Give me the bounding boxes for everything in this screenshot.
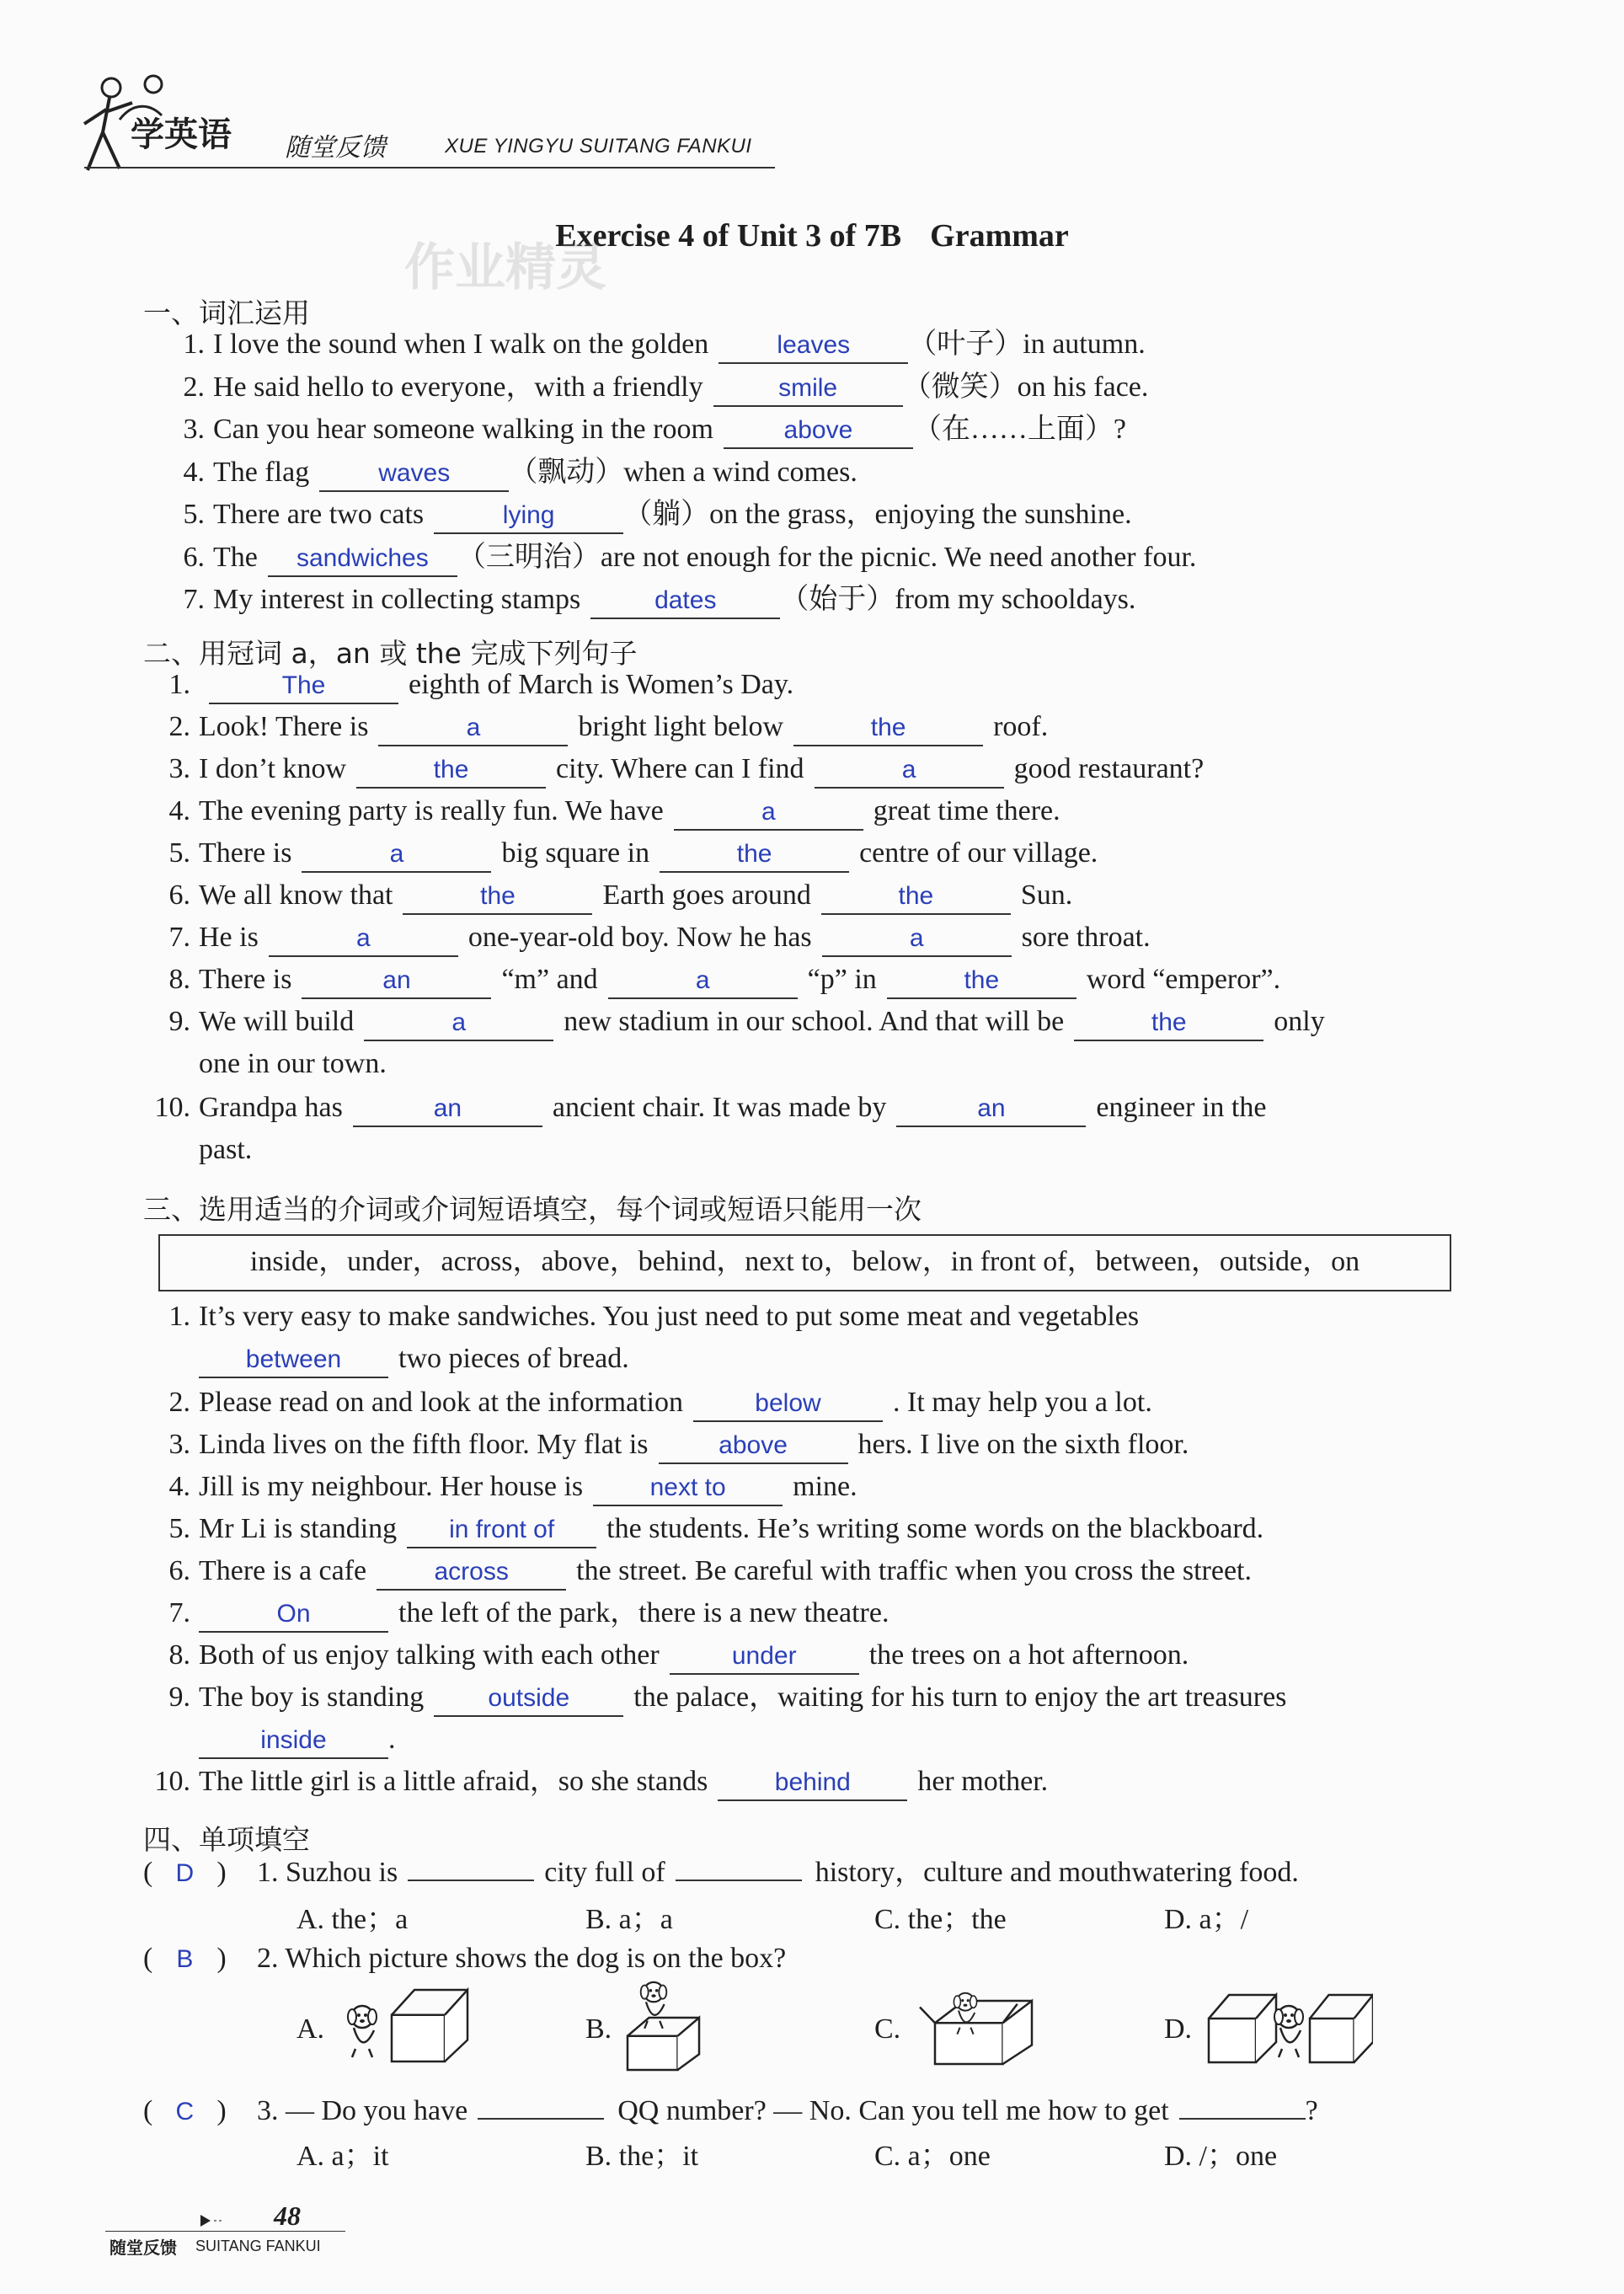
mc-question bbox=[257, 1938, 786, 1980]
item-text: word “emperor”. bbox=[1086, 964, 1281, 995]
option: C. the；the bbox=[874, 1904, 1007, 1935]
item-text: good restaurant? bbox=[1013, 753, 1205, 784]
box-icon bbox=[1209, 1995, 1276, 2062]
item-text: sore throat. bbox=[1021, 922, 1151, 953]
article-item-continued bbox=[199, 1129, 252, 1171]
item-text: Grandpa has bbox=[199, 1092, 343, 1123]
item-text: history，culture and mouthwatering food. bbox=[815, 1857, 1299, 1888]
vocab-item bbox=[156, 452, 857, 494]
item-number: 3. bbox=[168, 1429, 190, 1460]
item-number: 6. bbox=[183, 541, 205, 573]
dog-icon bbox=[348, 2006, 377, 2057]
item-text: I don’t know bbox=[199, 753, 347, 784]
article-item bbox=[142, 706, 1048, 748]
article-item bbox=[142, 874, 1072, 917]
item-text-after: the trees on a hot afternoon. bbox=[868, 1639, 1189, 1671]
item-text: “m” and bbox=[501, 964, 598, 995]
item-text: ? bbox=[1305, 2095, 1318, 2126]
article-answer: a bbox=[815, 753, 1004, 789]
item-text: one-year-old boy. Now he has bbox=[467, 922, 812, 953]
preposition-answer: below bbox=[693, 1387, 883, 1422]
article-item bbox=[142, 1087, 1266, 1129]
preposition-item bbox=[142, 1508, 1263, 1550]
choice-answer: B bbox=[176, 1945, 194, 1973]
header-subtitle-zh: 随堂反馈 bbox=[285, 133, 386, 163]
item-text-after: （三明治）are not enough for the picnic. We need another four. bbox=[457, 541, 1197, 573]
preposition-answer: across bbox=[377, 1555, 566, 1591]
article-answer: an bbox=[896, 1092, 1086, 1127]
item-number: 10. bbox=[154, 1766, 190, 1797]
item-text: The evening party is really fun. We have bbox=[199, 795, 664, 826]
item-text-after: her mother. bbox=[917, 1766, 1049, 1797]
mc-blank bbox=[676, 1880, 802, 1881]
mc-blank bbox=[408, 1880, 534, 1881]
item-text: Which picture shows the dog is on the box? bbox=[285, 1943, 787, 1974]
option: B. bbox=[585, 2013, 612, 2045]
option: C. a；one bbox=[874, 2141, 991, 2172]
article-answer: an bbox=[302, 964, 491, 999]
option: D. bbox=[1164, 2013, 1193, 2045]
article-answer: the bbox=[403, 880, 592, 915]
item-text-after: the street. Be careful with traffic when you cross the street. bbox=[576, 1555, 1252, 1586]
watermark: 作业精灵 bbox=[404, 238, 606, 297]
item-number: 8. bbox=[168, 1639, 190, 1671]
preposition-item bbox=[142, 1676, 1286, 1719]
section3-heading: 三、选用适当的介词或介词短语填空，每个词或短语只能用一次 bbox=[143, 1193, 922, 1226]
item-text-before: The little girl is a little afraid，so she stands bbox=[199, 1766, 708, 1797]
item-text: We all know that bbox=[199, 880, 393, 911]
header-divider bbox=[84, 167, 775, 168]
item-text-before: My interest in collecting stamps bbox=[213, 584, 581, 615]
preposition-answer: above bbox=[659, 1429, 848, 1464]
picture-d bbox=[1205, 1980, 1373, 2072]
arrow-icon bbox=[199, 2212, 232, 2229]
article-answer: an bbox=[353, 1092, 542, 1127]
article-answer: the bbox=[1074, 1006, 1263, 1041]
item-text: big square in bbox=[501, 837, 650, 869]
article-answer: a bbox=[608, 964, 798, 999]
article-answer: a bbox=[364, 1006, 553, 1041]
preposition-item-continued bbox=[199, 1338, 629, 1380]
article-answer: the bbox=[821, 880, 1011, 915]
item-number: 2. bbox=[168, 711, 190, 742]
item-text-after: （始于）from my schooldays. bbox=[780, 584, 1136, 615]
footer-zh: 随堂反馈 bbox=[110, 2238, 177, 2258]
item-text-after: mine. bbox=[793, 1471, 857, 1502]
article-answer: a bbox=[674, 795, 863, 831]
item-text: two pieces of bread. bbox=[398, 1343, 629, 1374]
preposition-item bbox=[142, 1550, 1252, 1592]
preposition-answer: under bbox=[670, 1639, 859, 1675]
item-number: 2. bbox=[257, 1943, 286, 1974]
article-item bbox=[142, 790, 1060, 832]
item-text-after: the students. He’s writing some words on the blackboard. bbox=[606, 1513, 1264, 1544]
item-text-before: He said hello to everyone，with a friendly bbox=[213, 371, 703, 403]
mc-blank bbox=[1179, 2118, 1306, 2120]
item-number: 2. bbox=[183, 371, 205, 403]
footer-divider bbox=[105, 2231, 345, 2232]
option: D. /；one bbox=[1164, 2141, 1278, 2172]
item-text-before: Mr Li is standing bbox=[199, 1513, 398, 1544]
item-text: We will build bbox=[199, 1006, 355, 1037]
preposition-item-continued bbox=[199, 1719, 396, 1761]
item-number: 10. bbox=[154, 1092, 190, 1123]
preposition-item bbox=[142, 1466, 857, 1508]
item-text: . bbox=[388, 1724, 396, 1755]
preposition-answer: behind bbox=[718, 1766, 907, 1801]
bracket-close: ) bbox=[216, 1857, 227, 1888]
dog-icon bbox=[1274, 2006, 1303, 2057]
item-text-before: The boy is standing bbox=[199, 1682, 425, 1713]
box-icon bbox=[920, 2001, 1032, 2064]
vocab-answer: waves bbox=[319, 457, 509, 492]
article-answer: a bbox=[269, 922, 458, 957]
item-text: city. Where can I find bbox=[556, 753, 804, 784]
item-text-before: The flag bbox=[213, 456, 310, 488]
item-text: city full of bbox=[544, 1857, 665, 1888]
preposition-answer: in front of bbox=[407, 1513, 596, 1548]
page-title bbox=[0, 217, 1624, 254]
article-item bbox=[142, 748, 1204, 790]
item-text: Suzhou is bbox=[286, 1857, 398, 1888]
box-icon bbox=[1310, 1995, 1373, 2062]
preposition-item bbox=[142, 1382, 1152, 1424]
item-number: 1. bbox=[168, 1301, 190, 1332]
item-text-after: （飘动）when a wind comes. bbox=[509, 456, 857, 488]
item-text-after: （在……上面）? bbox=[912, 414, 1127, 445]
choice-answer: C bbox=[175, 2098, 195, 2126]
option: A. bbox=[296, 2013, 325, 2045]
preposition-answer: outside bbox=[434, 1682, 623, 1717]
item-text: — Do you have bbox=[286, 2095, 468, 2126]
answer-bracket bbox=[143, 2090, 227, 2133]
bracket-open: ( bbox=[143, 2095, 153, 2126]
item-text-before: Can you hear someone walking in the room bbox=[213, 414, 713, 445]
article-answer: a bbox=[302, 837, 491, 873]
vocab-answer: lying bbox=[434, 499, 623, 534]
item-number: 3. bbox=[257, 2095, 286, 2126]
option: C. bbox=[874, 2013, 901, 2045]
item-text: There is bbox=[199, 964, 292, 995]
preposition-item bbox=[142, 1761, 1048, 1803]
vocab-item bbox=[156, 409, 1126, 451]
option: B. the；it bbox=[585, 2141, 699, 2172]
option: B. a；a bbox=[585, 1904, 673, 1935]
bracket-close: ) bbox=[216, 2095, 227, 2126]
item-text-before: I love the sound when I walk on the golden bbox=[213, 329, 709, 360]
vocab-answer: smile bbox=[713, 372, 903, 407]
preposition-item bbox=[142, 1634, 1189, 1676]
item-text-after: hers. I live on the sixth floor. bbox=[857, 1429, 1189, 1460]
item-text: bright light below bbox=[578, 711, 784, 742]
article-answer: The bbox=[209, 669, 398, 704]
item-text-before: There is a cafe bbox=[199, 1555, 367, 1586]
item-text: past. bbox=[199, 1134, 253, 1165]
vocab-answer: leaves bbox=[719, 329, 908, 364]
bracket-open: ( bbox=[143, 1943, 153, 1974]
option: A. a；it bbox=[296, 2141, 389, 2172]
bracket-close: ) bbox=[216, 1943, 227, 1974]
vocab-item bbox=[156, 494, 1132, 536]
item-text: roof. bbox=[993, 711, 1049, 742]
article-answer: the bbox=[356, 753, 546, 789]
item-text: great time there. bbox=[873, 795, 1060, 826]
item-text: There is bbox=[199, 837, 292, 869]
picture-b bbox=[623, 1980, 792, 2072]
item-text: new stadium in our school. And that will be bbox=[564, 1006, 1065, 1037]
item-number: 6. bbox=[168, 880, 190, 911]
footer-en: SUITANG FANKUI bbox=[195, 2238, 321, 2254]
item-text: only bbox=[1274, 1006, 1325, 1037]
mc-question bbox=[257, 1852, 1299, 1894]
item-number: 5. bbox=[183, 499, 205, 530]
item-number: 4. bbox=[168, 795, 190, 826]
item-number: 5. bbox=[168, 1513, 190, 1544]
item-text-after: the left of the park，there is a new theatre. bbox=[398, 1597, 889, 1628]
article-item bbox=[142, 959, 1280, 1001]
item-text-after: （微笑）on his face. bbox=[902, 371, 1149, 403]
item-text: QQ number? — No. Can you tell me how to get bbox=[617, 2095, 1169, 2126]
section2-heading: 二、用冠词 a，an 或 the 完成下列句子 bbox=[143, 637, 638, 670]
item-text-before: Please read on and look at the information bbox=[199, 1387, 683, 1418]
vocab-answer: above bbox=[724, 414, 913, 449]
preposition-item bbox=[142, 1592, 889, 1634]
item-number: 7. bbox=[168, 1597, 190, 1628]
item-text-after: （叶子）in autumn. bbox=[908, 329, 1146, 360]
article-answer: a bbox=[822, 922, 1012, 957]
mc-question bbox=[257, 2090, 1318, 2132]
item-text: engineer in the bbox=[1096, 1092, 1267, 1123]
article-item-continued bbox=[199, 1043, 387, 1085]
item-text: ancient chair. It was made by bbox=[552, 1092, 887, 1123]
item-text: eighth of March is Women’s Day. bbox=[409, 669, 794, 700]
item-text-before: Jill is my neighbour. Her house is bbox=[199, 1471, 584, 1502]
box-icon bbox=[628, 2018, 699, 2070]
item-text-before: Both of us enjoy talking with each other bbox=[199, 1639, 660, 1671]
preposition-item bbox=[142, 1424, 1189, 1466]
item-text: It’s very easy to make sandwiches. You just need to put some meat and vegetables bbox=[199, 1301, 1140, 1332]
article-item bbox=[142, 664, 793, 706]
vocab-answer: sandwiches bbox=[268, 542, 457, 577]
item-number: 1. bbox=[257, 1857, 286, 1888]
article-answer: the bbox=[887, 964, 1076, 999]
item-text-after: （躺）on the grass，enjoying the sunshine. bbox=[623, 499, 1132, 530]
option: D. a；/ bbox=[1164, 1904, 1249, 1935]
item-number: 9. bbox=[168, 1682, 190, 1713]
item-text-before: The bbox=[213, 541, 258, 573]
preposition-item bbox=[142, 1296, 1139, 1338]
article-answer: the bbox=[793, 711, 983, 746]
preposition-answer: On bbox=[199, 1597, 388, 1633]
item-text-before: There are two cats bbox=[213, 499, 425, 530]
item-text: centre of our village. bbox=[859, 837, 1098, 869]
item-number: 5. bbox=[168, 837, 190, 869]
section4-heading: 四、单项填空 bbox=[143, 1823, 310, 1856]
header-title-zh: 学英语 bbox=[131, 115, 232, 154]
title-main: Exercise 4 of Unit 3 of 7B bbox=[555, 218, 902, 254]
bracket-open: ( bbox=[143, 1857, 153, 1888]
header-pinyin: XUE YINGYU SUITANG FANKUI bbox=[445, 135, 752, 158]
answer-bracket bbox=[143, 1852, 227, 1895]
preposition-answer: between bbox=[199, 1343, 388, 1378]
title-sub: Grammar bbox=[930, 218, 1069, 254]
vocab-item bbox=[156, 366, 1148, 409]
item-number: 2. bbox=[168, 1387, 190, 1418]
item-number: 6. bbox=[168, 1555, 190, 1586]
vocab-answer: dates bbox=[590, 584, 780, 619]
preposition-answer: next to bbox=[593, 1471, 783, 1506]
item-text: Look! There is bbox=[199, 711, 369, 742]
item-number: 7. bbox=[183, 584, 205, 615]
choice-answer: D bbox=[175, 1859, 195, 1887]
item-number: 1. bbox=[183, 329, 205, 360]
item-text-after: the palace，waiting for his turn to enjoy the art treasures bbox=[633, 1682, 1287, 1713]
article-item bbox=[142, 832, 1098, 874]
vocab-item bbox=[156, 579, 1135, 621]
option: A. the；a bbox=[296, 1904, 409, 1935]
item-number: 3. bbox=[183, 414, 205, 445]
picture-a bbox=[341, 1980, 510, 2072]
box-icon bbox=[392, 1990, 467, 2061]
article-item bbox=[142, 1001, 1325, 1043]
item-number: 4. bbox=[183, 456, 205, 488]
item-text-after: . It may help you a lot. bbox=[893, 1387, 1152, 1418]
page-number: 48 bbox=[274, 2200, 301, 2231]
answer-bracket bbox=[143, 1938, 227, 1981]
item-text: Sun. bbox=[1020, 880, 1073, 911]
item-text-before: Linda lives on the fifth floor. My flat is bbox=[199, 1429, 649, 1460]
section1-heading: 一、词汇运用 bbox=[143, 297, 310, 329]
picture-c bbox=[914, 1980, 1082, 2072]
article-answer: a bbox=[378, 711, 568, 746]
article-item bbox=[142, 917, 1151, 959]
vocab-item bbox=[156, 537, 1196, 579]
item-text: He is bbox=[199, 922, 259, 953]
item-number: 8. bbox=[168, 964, 190, 995]
article-answer: the bbox=[660, 837, 849, 873]
mc-blank bbox=[478, 2118, 604, 2120]
item-number: 9. bbox=[168, 1006, 190, 1037]
item-text: Earth goes around bbox=[602, 880, 811, 911]
item-number: 3. bbox=[168, 753, 190, 784]
item-number: 7. bbox=[168, 922, 190, 953]
item-number: 1. bbox=[168, 669, 190, 700]
item-text: “p” in bbox=[807, 964, 877, 995]
word-box: inside，under，across，above，behind，next to，below，in front of，between，outside，on bbox=[158, 1234, 1451, 1291]
item-text: one in our town. bbox=[199, 1048, 387, 1079]
vocab-item bbox=[156, 324, 1146, 366]
preposition-answer: inside bbox=[199, 1724, 388, 1759]
item-number: 4. bbox=[168, 1471, 190, 1502]
